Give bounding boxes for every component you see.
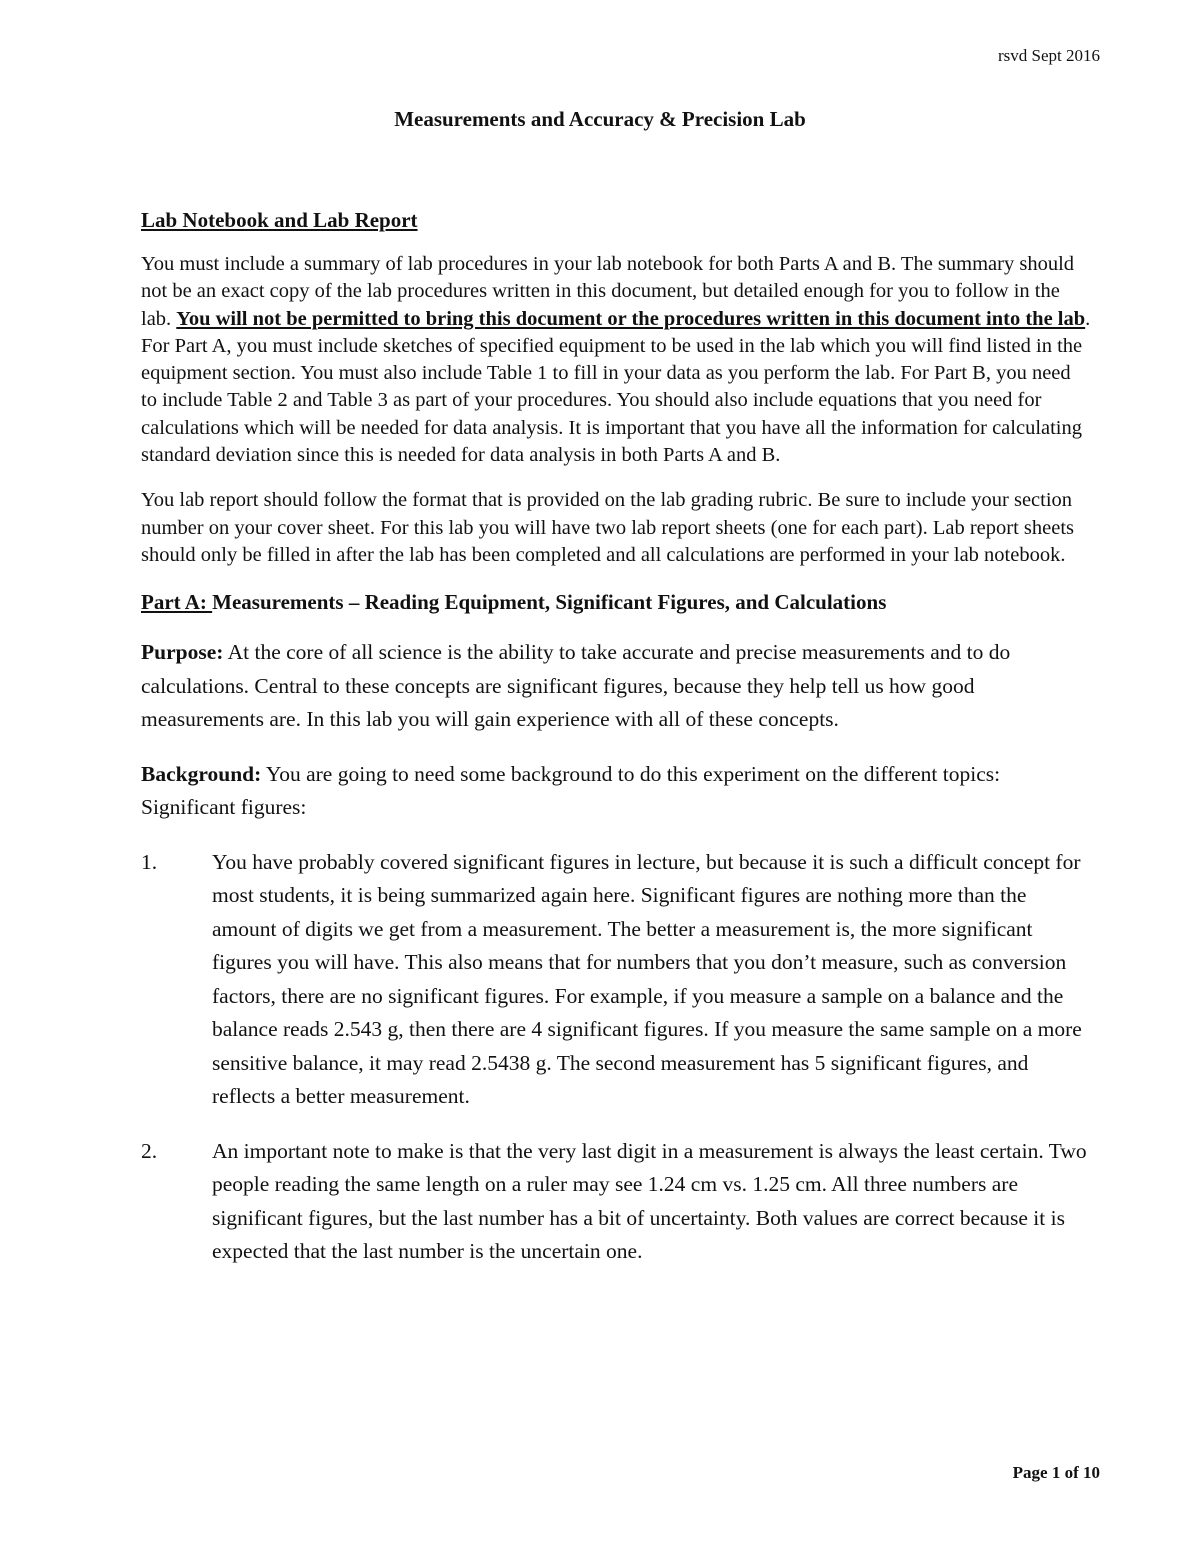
background-text: You are going to need some background to do this experiment on the different topics: xyxy=(261,761,1001,786)
lab-report-paragraph: You lab report should follow the format that is provided on the lab grading rubric. Be sure to include your section number on your cover sheet. For this lab you will have two lab report sheets (one for each part). Lab report sheets should only be filled in after the lab has been completed and all calculations are performed in your lab notebook. xyxy=(141,489,1075,566)
lab-notebook-warning: You will not be permitted to bring this document or the procedures written in this document into the lab xyxy=(176,307,1086,330)
purpose-text: At the core of all science is the ability to take accurate and precise measurements and to do calculations. Central to these concepts are significant figures, because they help tell us how good measurements are. In this lab you will gain experience with all of these concepts. xyxy=(141,640,1011,732)
list-item xyxy=(141,1135,1091,1269)
document-title: Measurements and Accuracy & Precision Lab xyxy=(394,107,806,131)
part-a-heading xyxy=(141,590,1091,615)
list-item xyxy=(141,846,1091,1114)
part-a-label: Part A: xyxy=(141,590,213,615)
background-label: Background: xyxy=(141,761,262,786)
purpose-paragraph xyxy=(141,636,1091,737)
significant-figures-label: Significant figures: xyxy=(141,795,307,820)
revision-note: rsvd Sept 2016 xyxy=(998,46,1100,65)
list-item-text: You have probably covered significant figures in lecture, but because it is such a difficult concept for most students, it is being summarized again here. Significant figures are nothing more than the amount of digits we get from a measurement. The better a measurement is, the more significant figures you will have. This also means that for numbers that you don’t measure, such as conversion factors, there are no significant figures. For example, if you measure a sample on a balance and the balance reads 2.543 g, then there are 4 significant figures. If you measure the same sample on a more sensitive balance, it may read 2.5438 g. The second measurement has 5 significant figures, and reflects a better measurement. xyxy=(212,849,1082,1109)
lab-notebook-text-a: You must include a summary of lab procedures in your lab notebook for both Parts A and B. The summary should not be an exact copy of the lab procedures written in this document, but detailed enough for you to follow in the lab. xyxy=(141,253,1075,330)
lab-notebook-text-b: . For Part A, you must include sketches of specified equipment to be used in the lab which you will find listed in the equipment section. You must also include Table 1 to fill in your data as you perform the lab. For Part B, you need to include Table 2 and Table 3 as part of your procedures. You should also include equations that you need for calculations which will be needed for data analysis. It is important that you have all the information for calculating standard deviation since this is needed for data analysis in both Parts A and B. xyxy=(141,307,1091,467)
section-heading-lab-notebook: Lab Notebook and Lab Report xyxy=(141,208,418,232)
purpose-label: Purpose: xyxy=(141,640,224,665)
page-number: Page 1 of 10 xyxy=(1012,1463,1100,1482)
background-paragraph xyxy=(141,758,1091,825)
document-body xyxy=(141,208,1091,1269)
lab-notebook-paragraph xyxy=(141,251,1091,469)
list-item-text: An important note to make is that the very last digit in a measurement is always the least certain. Two people reading the same length on a ruler may see 1.24 cm vs. 1.25 cm. All three numbers are significant figures, but the last number has a bit of uncertainty. Both values are correct because it is expected that the last number is the uncertain one. xyxy=(212,1138,1087,1264)
list-item-number: 2. xyxy=(141,1138,158,1163)
part-a-title: Measurements – Reading Equipment, Significant Figures, and Calculations xyxy=(212,590,887,615)
list-item-number: 1. xyxy=(141,849,158,874)
